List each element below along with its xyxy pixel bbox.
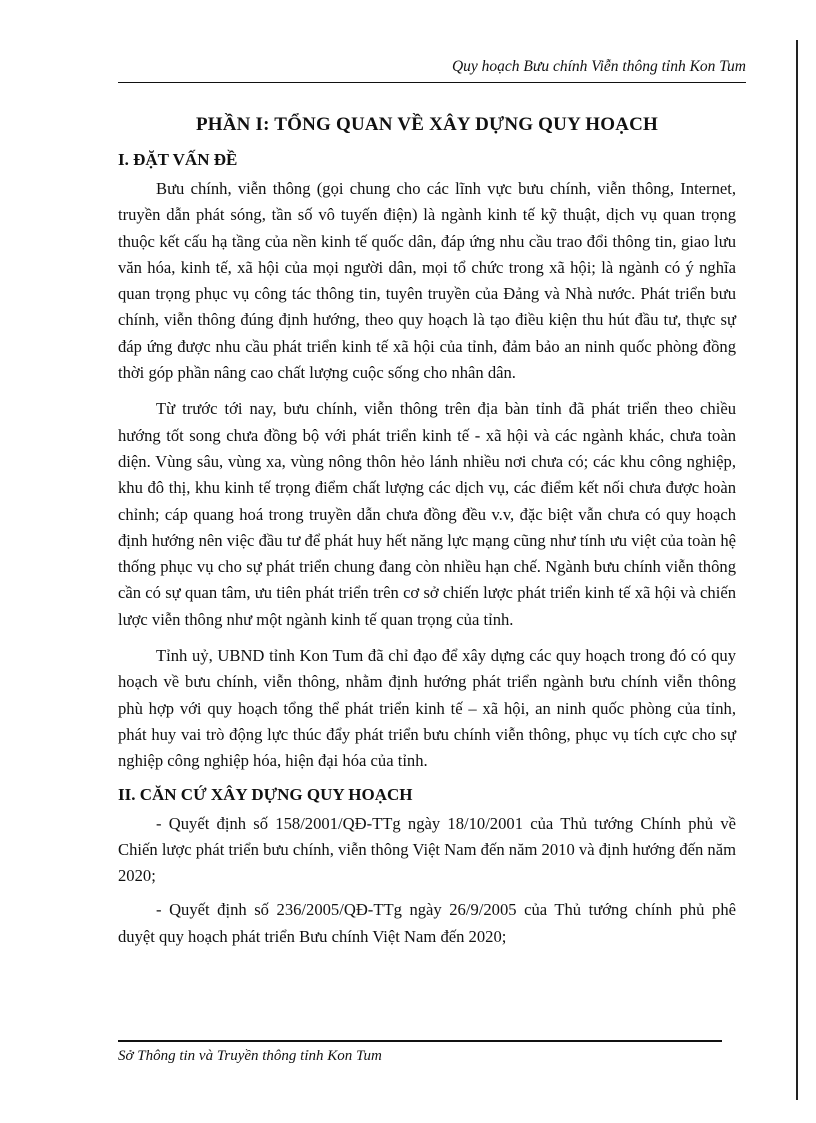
footer-rule	[118, 1040, 722, 1042]
header-title: Quy hoạch Bưu chính Viễn thông tỉnh Kon Tum	[451, 58, 746, 75]
paragraph: Tỉnh uỷ, UBND tỉnh Kon Tum đã chỉ đạo để xây dựng các quy hoạch trong đó có quy hoạch về bưu chính, viễn thông, nhằm định hướng phát triển ngành bưu chính viễn thông phù hợp với quy hoạch tổng thể phát triển kinh tế – xã hội, an ninh quốc phòng của tỉnh, phát huy vai trò động lực thúc đẩy phát triển bưu chính viễn thông, phục vụ tích cực cho sự nghiệp công nghiệp hóa, hiện đại hóa của tỉnh.	[118, 646, 736, 771]
page-edge-line	[796, 40, 798, 1100]
page-title: PHẦN I: TỔNG QUAN VỀ XÂY DỰNG QUY HOẠCH	[195, 114, 659, 135]
paragraph: Bưu chính, viễn thông (gọi chung cho các lĩnh vực bưu chính, viễn thông, Internet, truyền dẫn phát sóng, tần số vô tuyến điện) là ngành kinh tế kỹ thuật, dịch vụ quan trọng thuộc kết cấu hạ tầng của nền kinh tế quốc dân, đáp ứng nhu cầu trao đổi thông tin, giao lưu văn hóa, kinh tế, xã hội của mọi người dân, mọi tổ chức trong xã hội; là ngành có ý nghĩa quan trọng phục vụ công tác thông tin, tuyên truyền của Đảng và Nhà nước. Phát triển bưu chính, viễn thông đúng định hướng, theo quy hoạch là tạo điều kiện thu hút đầu tư, thực sự đáp ứng được nhu cầu phát triển kinh tế xã hội của tỉnh, đảm bảo an ninh quốc phòng đồng thời góp phần nâng cao chất lượng cuộc sống cho nhân dân.	[118, 179, 736, 383]
section-heading-1: I. ĐẶT VẤN ĐỀ	[118, 150, 238, 169]
list-item: - Quyết định số 236/2005/QĐ-TTg ngày 26/9/2005 của Thủ tướng chính phủ phê duyệt quy hoạch phát triển Bưu chính Việt Nam đến 2020;	[118, 900, 736, 946]
paragraph: Từ trước tới nay, bưu chính, viễn thông trên địa bàn tỉnh đã phát triển theo chiều hướng tốt song chưa đồng bộ với phát triển kinh tế - xã hội và các ngành khác, chưa toàn diện. Vùng sâu, vùng xa, vùng nông thôn hẻo lánh nhiều nơi chưa có; các khu công nghiệp, khu đô thị, khu kinh tế trọng điểm chất lượng các dịch vụ, các điểm kết nối chưa được hoàn chỉnh; cáp quang hoá trong truyền dẫn chưa đồng đều v.v, đặc biệt vẫn chưa có quy hoạch định hướng nên việc đầu tư để phát huy hết năng lực mạng cũng như tính ưu việt của toàn hệ thống phục vụ cho sự phát triển chung đang còn nhiều hạn chế. Ngành bưu chính viễn thông cần có sự quan tâm, ưu tiên phát triển trên cơ sở chiến lược phát triển kinh tế xã hội và chiến lược viễn thông như một ngành kinh tế quan trọng của tỉnh.	[118, 399, 736, 629]
page-footer	[118, 1040, 722, 1065]
page-header	[118, 44, 746, 84]
list-item: - Quyết định số 158/2001/QĐ-TTg ngày 18/10/2001 của Thủ tướng Chính phủ về Chiến lược phát triển bưu chính, viễn thông Việt Nam đến năm 2010 và định hướng đến năm 2020;	[118, 813, 736, 886]
header-rule	[118, 82, 746, 83]
section-heading-2: II. CĂN CỨ XÂY DỰNG QUY HOẠCH	[118, 784, 413, 804]
footer-text: Sở Thông tin và Truyền thông tỉnh Kon Tum	[118, 1048, 382, 1064]
document-body	[118, 108, 736, 958]
